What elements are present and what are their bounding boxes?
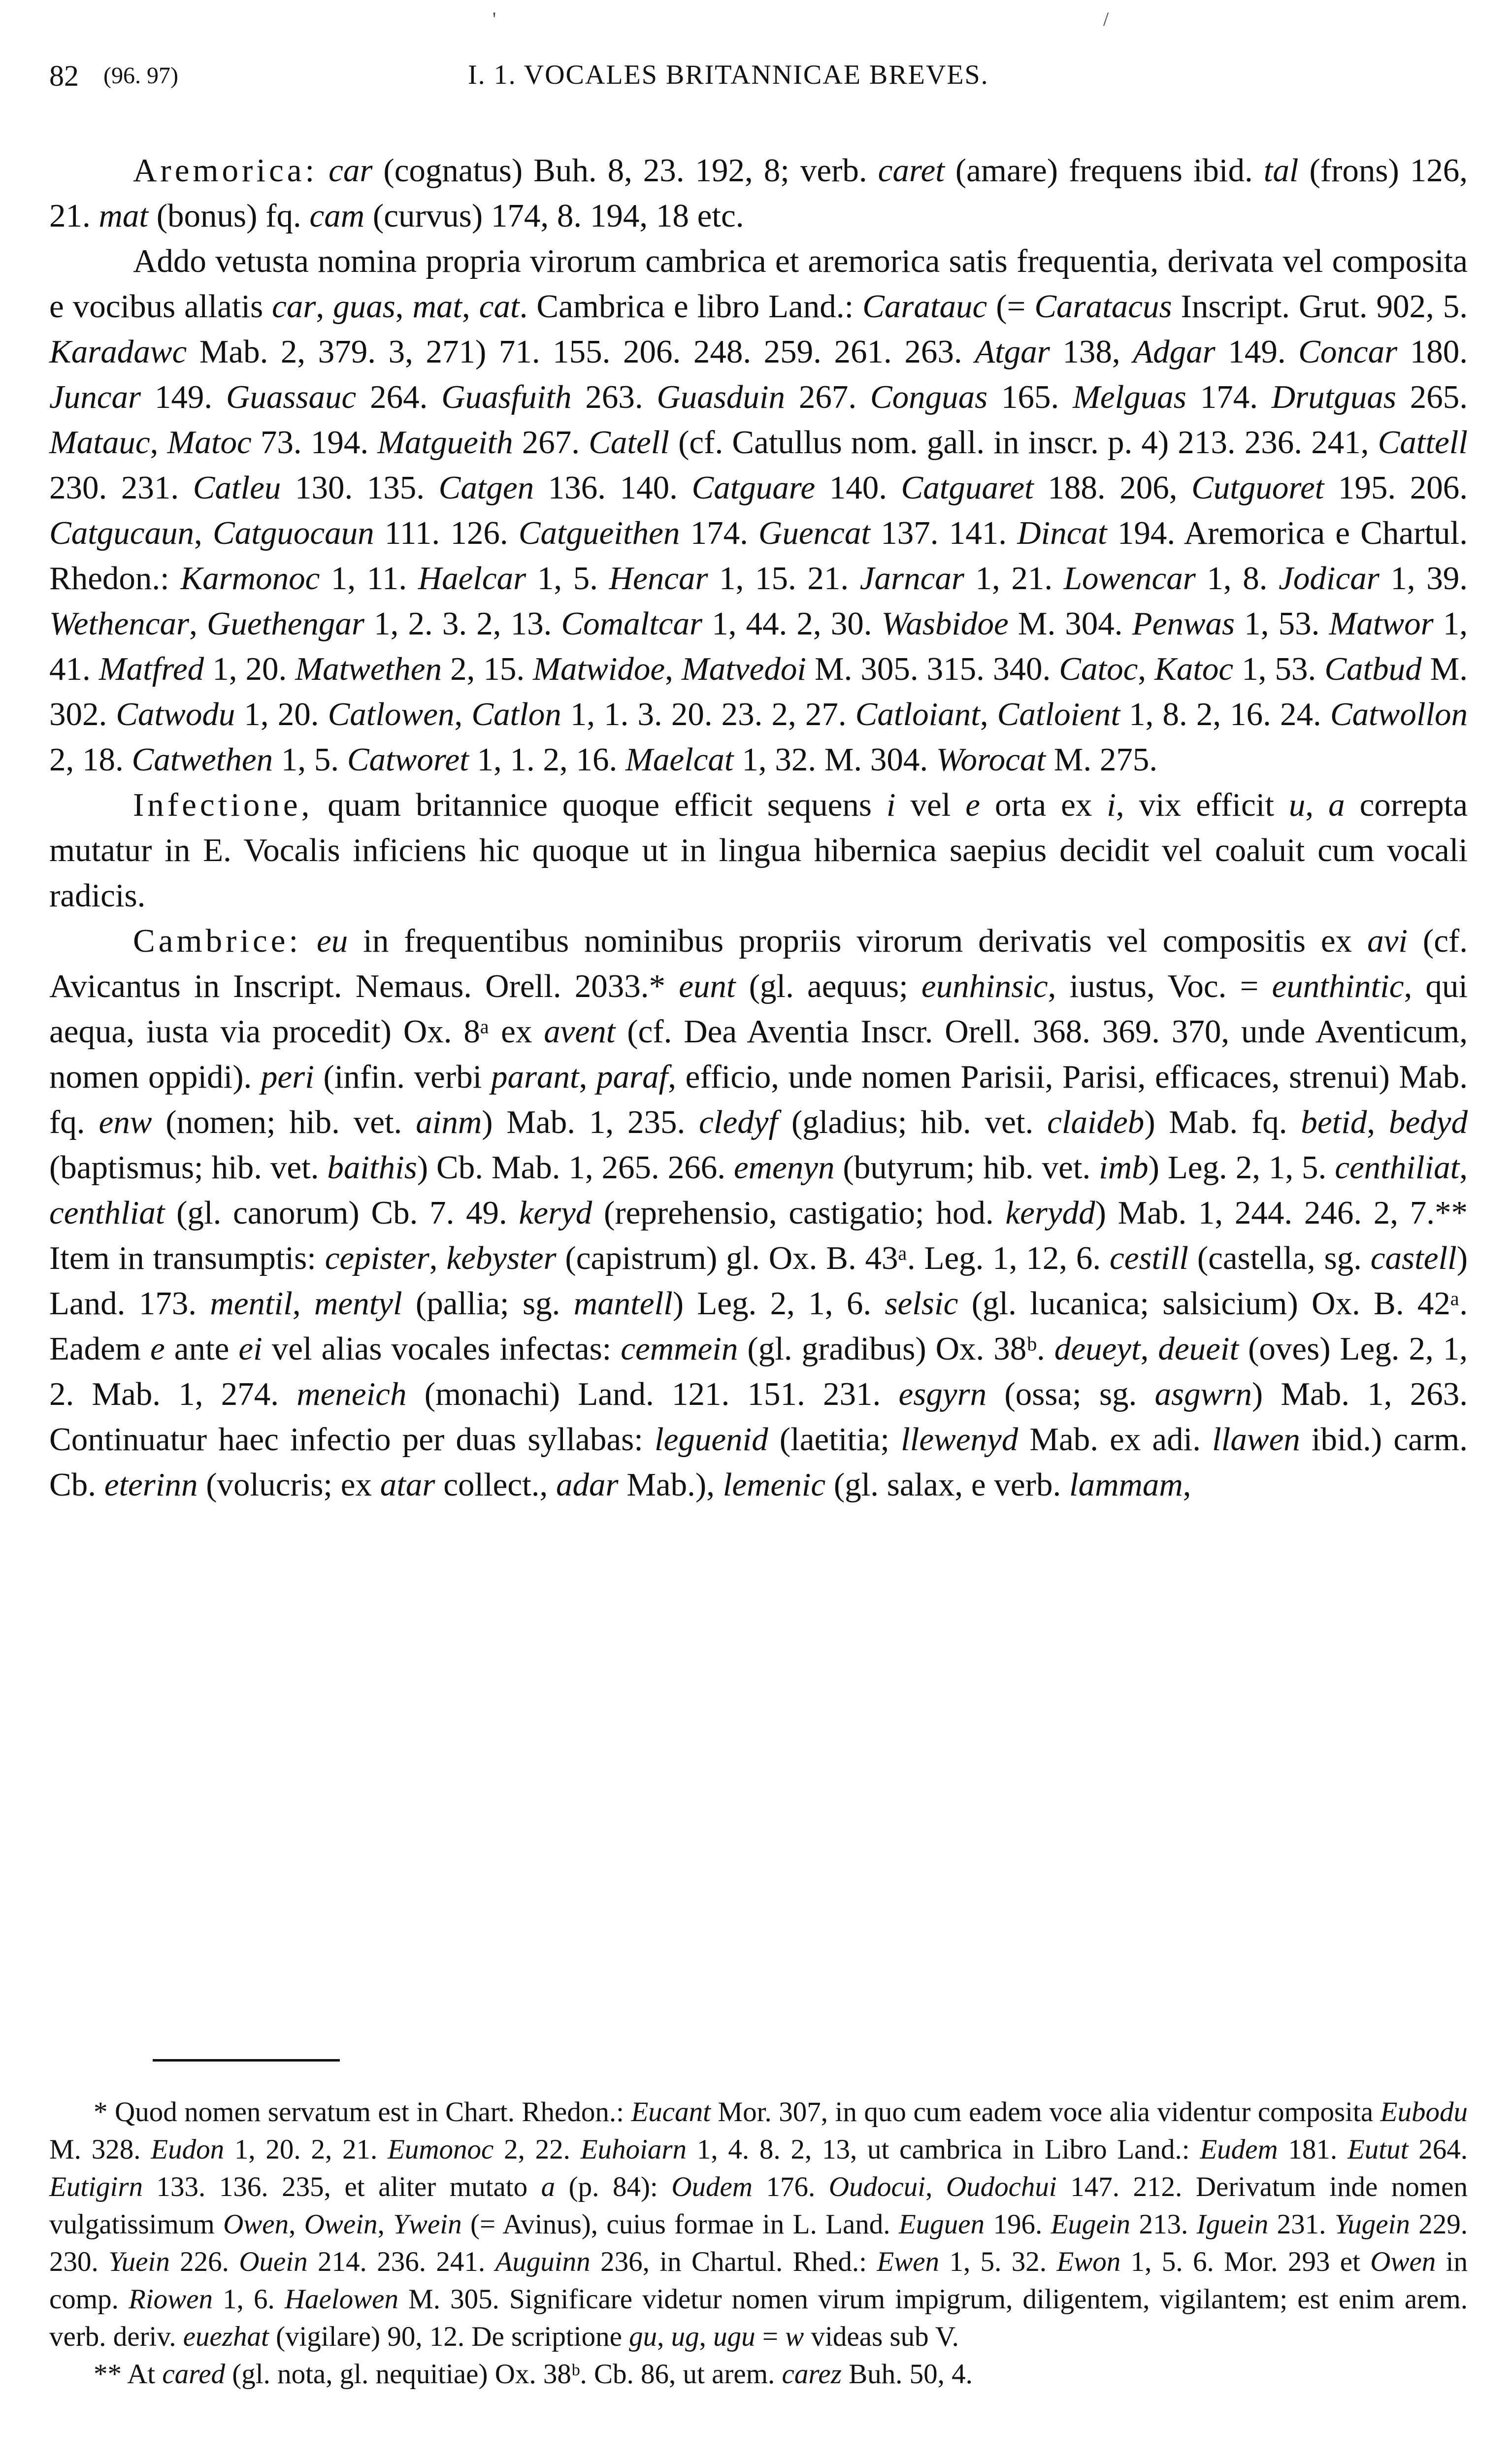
- paragraph-content: eu in frequentibus nominibus propriis virorum derivatis vel compositis ex avi (cf. Avicantus in Inscript. Nemaus. Orell. 2033.* eunt (gl. aequus; eunhinsic, iustus, Voc. = eunthintic, qui aequa, iusta via procedit) Ox. 8ᵃ ex avent (cf. Dea Aventia Inscr. Orell. 368. 369. 370, unde Aventicum, nomen oppidi). peri (infin. verbi parant, paraf, efficio, unde nomen Parisii, Parisi, efficaces, strenui) Mab. fq. enw (nomen; hib. vet. ainm) Mab. 1, 235. cledyf (gladius; hib. vet. claideb) Mab. fq. betid, bedyd (baptismus; hib. vet. baithis) Cb. Mab. 1, 265. 266. emenyn (butyrum; hib. vet. imb) Leg. 2, 1, 5. centhiliat, centhliat (gl. canorum) Cb. 7. 49. keryd (reprehensio, castigatio; hod. kerydd) Mab. 1, 244. 246. 2, 7.** Item in transumptis: cepister, kebyster (capistrum) gl. Ox. B. 43ᵃ. Leg. 1, 12, 6. cestill (castella, sg. castell) Land. 173. mentil, mentyl (pallia; sg. mantell) Leg. 2, 1, 6. selsic (gl. lucanica; salsicium) Ox. B. 42ᵃ. Eadem e ante ei vel alias vocales infectas: cemmein (gl. gradibus) Ox. 38ᵇ. deueyt, deueit (oves) Leg. 2, 1, 2. Mab. 1, 274. meneich (monachi) Land. 121. 151. 231. esgyrn (ossa; sg. asgwrn) Mab. 1, 263. Continuatur haec infectio per duas syllabas: leguenid (laetitia; llewenyd Mab. ex adi. llawen ibid.) carm. Cb. eterinn (volucris; ex atar collect., adar Mab.), lemenic (gl. salax, e verb. lammam,: [49, 923, 1468, 1503]
- footnotes: [49, 2094, 1468, 2393]
- paragraph-lead: Infectione,: [133, 787, 313, 823]
- paragraph-cambrice: [49, 918, 1468, 1507]
- footnote: * Quod nomen servatum est in Chart. Rhedon.: Eucant Mor. 307, in quo cum eadem voce alia videntur composita Eubodu M. 328. Eudon 1, 20. 2, 21. Eumonoc 2, 22. Euhoiarn 1, 4. 8. 2, 13, ut cambrica in Libro Land.: Eudem 181. Eutut 264. Eutigirn 133. 136. 235, et aliter mutato a (p. 84): Oudem 176. Oudocui, Oudochui 147. 212. Derivatum inde nomen vulgatissimum Owen, Owein, Ywein (= Avinus), cuius formae in L. Land. Euguen 196. Eugein 213. Iguein 231. Yugein 229. 230. Yuein 226. Ouein 214. 236. 241. Auguinn 236, in Chartul. Rhed.: Ewen 1, 5. 32. Ewon 1, 5. 6. Mor. 293 et Owen in comp. Riowen 1, 6. Haelowen M. 305. Significare videtur nomen virum impigrum, diligentem, vigilantem; est enim arem. verb. deriv. euezhat (vigilare) 90, 12. De scriptione gu, ug, ugu = w videas sub V.: [49, 2097, 1468, 2352]
- paragraph-content: Addo vetusta nomina propria virorum cambrica et aremorica satis frequentia, derivata vel composita e vocibus allatis car, guas, mat, cat. Cambrica e libro Land.: Caratauc (= Caratacus Inscript. Grut. 902, 5. Karadawc Mab. 2, 379. 3, 271) 71. 155. 206. 248. 259. 261. 263. Atgar 138, Adgar 149. Concar 180. Juncar 149. Guassauc 264. Guasfuith 263. Guasduin 267. Conguas 165. Melguas 174. Drutguas 265. Matauc, Matoc 73. 194. Matgueith 267. Catell (cf. Catullus nom. gall. in inscr. p. 4) 213. 236. 241, Cattell 230. 231. Catleu 130. 135. Catgen 136. 140. Catguare 140. Catguaret 188. 206, Cutguoret 195. 206. Catgucaun, Catguocaun 111. 126. Catgueithen 174. Guencat 137. 141. Dincat 194. Aremorica e Chartul. Rhedon.: Karmonoc 1, 11. Haelcar 1, 5. Hencar 1, 15. 21. Jarncar 1, 21. Lowencar 1, 8. Jodicar 1, 39. Wethencar, Guethengar 1, 2. 3. 2, 13. Comaltcar 1, 44. 2, 30. Wasbidoe M. 304. Penwas 1, 53. Matwor 1, 41. Matfred 1, 20. Matwethen 2, 15. Matwidoe, Matvedoi M. 305. 315. 340. Catoc, Katoc 1, 53. Catbud M. 302. Catwodu 1, 20. Catlowen, Catlon 1, 1. 3. 20. 23. 2, 27. Catloiant, Catloient 1, 8. 2, 16. 24. Catwollon 2, 18. Catwethen 1, 5. Catworet 1, 1. 2, 16. Maelcat 1, 32. M. 304. Worocat M. 275.: [49, 243, 1468, 778]
- footnote-divider: [153, 2059, 340, 2062]
- footnote: ** At cared (gl. nota, gl. nequitiae) Ox. 38ᵇ. Cb. 86, ut arem. carez Buh. 50, 4.: [94, 2359, 973, 2390]
- margin-mark: /: [1103, 8, 1109, 30]
- paragraph-infectione: [49, 782, 1468, 918]
- page-number: 82: [49, 60, 79, 92]
- paragraph-content: quam britannice quoque efficit sequens i vel e orta ex i, vix efficit u, a correpta mutatur in E. Vocalis inficiens hic quoque ut in lingua hibernica saepius decidit vel coaluit cum vocali radicis.: [49, 787, 1468, 914]
- paragraph-aremorica: [49, 148, 1468, 238]
- paragraph-lead: Aremorica:: [133, 152, 318, 189]
- paragraph-lead: Cambrice:: [133, 923, 302, 959]
- margin-mark: ': [493, 8, 496, 30]
- section-title: I. 1. VOCALES BRITANNICAE BREVES.: [468, 60, 989, 90]
- running-header: [49, 8, 1468, 108]
- page-reference: (96. 97): [103, 63, 178, 89]
- paragraph-addo: [49, 238, 1468, 782]
- main-text: [49, 148, 1468, 1507]
- paragraph-content: car (cognatus) Buh. 8, 23. 192, 8; verb. caret (amare) frequens ibid. tal (frons) 126, 21. mat (bonus) fq. cam (curvus) 174, 8. 194, 18 etc.: [49, 152, 1468, 234]
